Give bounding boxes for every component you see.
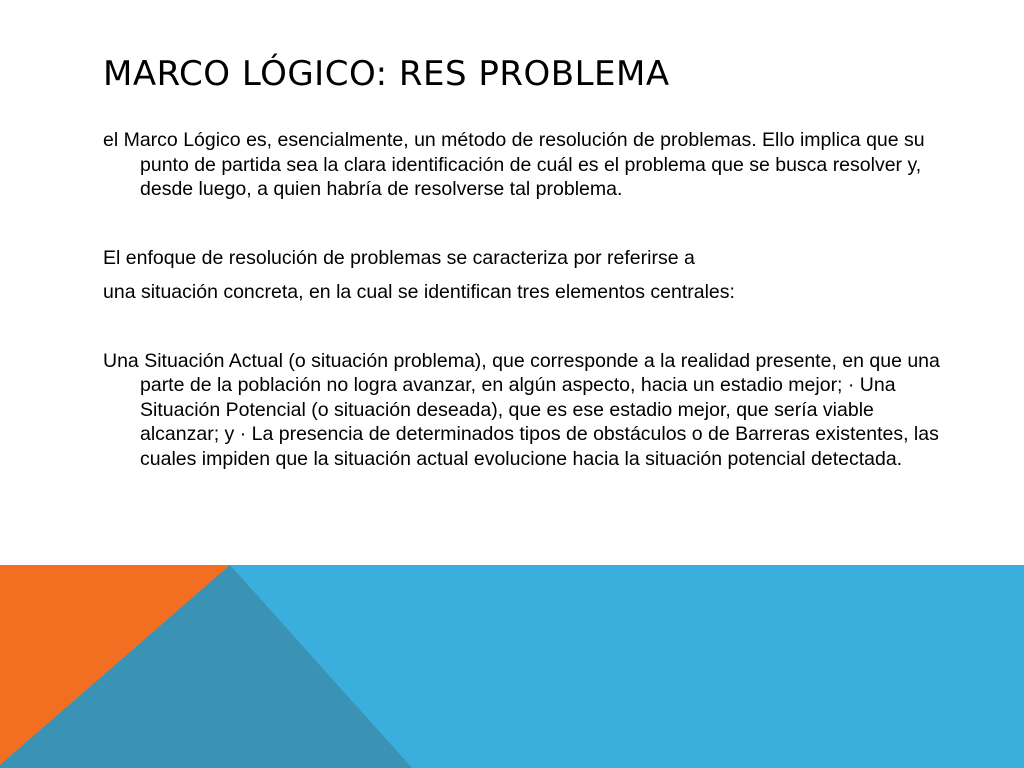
paragraph-elements-intro: una situación concreta, en la cual se identifican tres elementos centrales: <box>103 281 735 303</box>
slide-body <box>103 128 943 471</box>
paragraph-approach: El enfoque de resolución de problemas se caracteriza por referirse a <box>103 246 695 269</box>
paragraph-definition: el Marco Lógico es, esencialmente, un método de resolución de problemas. Ello implica que su punto de partida sea la clara identificación de cuál es el problema que se busca resolver y, desde luego, a quien habría de resolverse tal problema. <box>103 129 925 200</box>
decorative-footer-band <box>0 565 1024 768</box>
paragraph-situations: Una Situación Actual (o situación problema), que corresponde a la realidad presente, en que una parte de la población no logra avanzar, en algún aspecto, hacia un estadio mejor; · Una Situación Potencial (o situación deseada), que es ese estadio mejor, que sería viable alcanzar; y · La presencia de determinados tipos de obstáculos o de Barreras existentes, las cuales impiden que la situación actual evolucione hacia la situación potencial detectada. <box>103 349 940 470</box>
slide-title: MARCO LÓGICO: RES PROBLEMA <box>103 54 670 94</box>
